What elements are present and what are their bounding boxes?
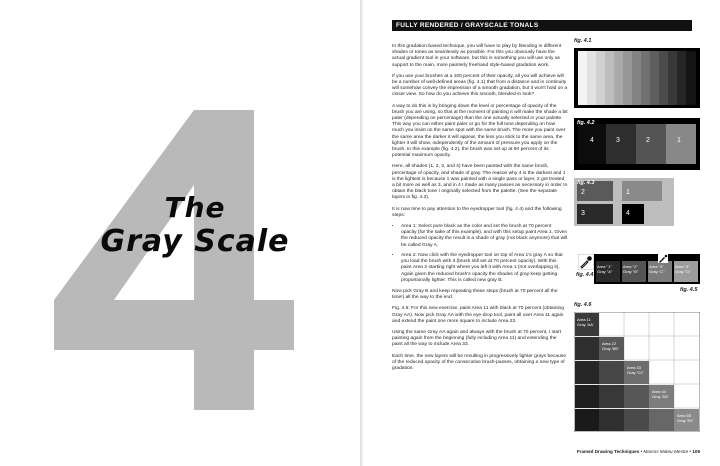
fig-4-2-label: 2 xyxy=(646,137,650,144)
fig-4-2-label: 4 xyxy=(590,137,594,144)
fig-4-5-label: Area "2" Gray "B" xyxy=(623,264,639,274)
steps-list xyxy=(392,224,568,284)
fig-4-5-label: Area "4" Gray "D" xyxy=(675,264,691,274)
chapter-title xyxy=(70,192,320,260)
fig-4-4-caption: fig. 4.4 xyxy=(576,272,594,278)
list-item: • Area 1: Select pure black as the color and set the brush at 70 percent opacity (for the sake of this example), and with this setup paint Area 1. Given the reduced opacity the result is a shade of gray (not black anymore) that will be called Gray A. xyxy=(401,224,568,249)
fig-4-1-caption: fig. 4.1 xyxy=(574,38,592,44)
fig-4-6-label: Area 55 Gray 'EE' xyxy=(677,413,694,423)
footer-author: Marcos Mateu-Mestre xyxy=(643,449,689,454)
fig-4-3-label: 1 xyxy=(626,189,630,196)
fig-4-6-label: Area 11 Gray 'AA' xyxy=(577,317,594,327)
fig-4-1-stepped-gradient xyxy=(574,48,700,108)
section-header: FULLY RENDERED / GRAYSCALE TONALS xyxy=(392,20,692,31)
fig-4-2-label: 3 xyxy=(616,137,620,144)
paragraph: Here, all shades (1, 2, 3, and 4) have been painted with the same brush, percentage of opacity, and shade of gray. The reason why 4 is the darkest and 1 is the lightest is because 1 was painted with a single pass or layer, 2 got treated a bit more as well as 3, and in 4 I made as many passes as necessary in order to obtain the black tone I originally selected from the palette. (See the separate layers in fig. 4.3). xyxy=(392,164,568,201)
fig-4-2-label: 1 xyxy=(677,137,681,144)
fig-4-3-label: 2 xyxy=(581,189,585,196)
paragraph: In this gradation-based technique, you will have to play by blending in different shades or tones as seamlessly as possible. For this you obviously have the actual gradient tool in your software, but this is something you will use only as support to the main, more painterly freehand style-based gradation work. xyxy=(392,44,562,68)
fig-4-3-caption: fig. 4.3 xyxy=(577,180,595,186)
chapter-title-line2: Gray Scale xyxy=(100,224,290,259)
fig-4-3-label: 4 xyxy=(626,210,630,217)
paragraph: If you use your brushes at a 100 percent of their opacity, all you will achieve will be a number of well-defined areas (fig. 4.1) that from a distance and in continuity will somehow convey the impression of a smooth gradation, but it won't hold on a closer view. So how do you achieve this smooth, blended-in look? xyxy=(392,73,568,98)
paragraph: A way to do this is by bringing down the level or percentage of opacity of the brush you are using, so that at the moment of painting it will make the shade a bit paler (depending on percentage) than the one actually selected in your palette. This way you can either paint paler or go for the full tone depending on how much you insist on the same spot with the same brush. The more you paint over the same area the darker it will appear, the less you stick to the same area, the lighter it will show, independently of the amount of pressure you apply on the brush. In this example (fig. 4.2), the brush was set up at 60 percent of its potential maximum opacity. xyxy=(392,103,568,159)
fig-4-6-label: Area 33 Gray 'CC' xyxy=(627,365,645,375)
right-page xyxy=(364,0,720,466)
page-number: 109 xyxy=(692,449,700,454)
fig-4-5-label: Area "3" Gray "C" xyxy=(649,264,665,274)
fig-4-2-caption: fig. 4.2 xyxy=(577,120,595,126)
fig-4-3-label: 3 xyxy=(581,210,585,217)
paragraph: Fig. 4.6: For this new exercise, paint Area 11 with black at 70 percent (obtaining Gray AA). Now pick Gray AA with the eye-drop tool, paint all over Area 11 again and extend the paint one more square to include Area 22. xyxy=(392,306,564,324)
list-item: • Area 2: Now click with the eyedropper tool on top of Area 1's gray A so that you load the brush with it (brush still set at 70 percent opacity). With this paint Area 2 starting right where you left it with Area 1 (not overlapping it). Again given the reduced brush's opacity the shades of gray keep getting proportionally lighter. This is called new gray B. xyxy=(401,253,568,284)
chapter-number-graphic xyxy=(44,110,306,410)
paragraph: It is now time to pay attention to the eyedropper tool (fig. 4.4) and the following steps: xyxy=(392,206,562,218)
page-footer: Framed Drawing Techniques • Marcos Mateu-Mestre • 109 xyxy=(576,449,700,454)
body-text xyxy=(392,44,568,377)
fig-4-6-label: Area 44 Gray 'DD' xyxy=(652,389,670,399)
paragraph: Using the same Gray AA again and always with the brush at 70 percent, I start painting again from the beginning (fully including Area 11) and extending the paint all the way to include Area 33. xyxy=(392,329,562,348)
footer-book-title: Framed Drawing Techniques xyxy=(576,449,640,454)
chapter-title-line1: The xyxy=(164,191,226,224)
paragraph: Each time, the new layers will be resulting in progressively lighter grays because of the reduced opacity of the consecutive brush-passes, obtaining a new type of gradation. xyxy=(392,353,566,371)
fig-4-6-caption: fig. 4.6 xyxy=(574,302,592,308)
fig-4-5-caption: fig. 4.5 xyxy=(680,287,698,293)
fig-4-6-label: Area 22 Gray 'BB' xyxy=(602,341,619,351)
paragraph: Now pick Gray B and keep repeating these steps (brush at 70 percent all the time!) all the way to the end. xyxy=(392,288,558,301)
eyedropper-icon xyxy=(578,254,594,270)
fig-4-5-label: Area "1" Gray "A" xyxy=(597,264,613,274)
